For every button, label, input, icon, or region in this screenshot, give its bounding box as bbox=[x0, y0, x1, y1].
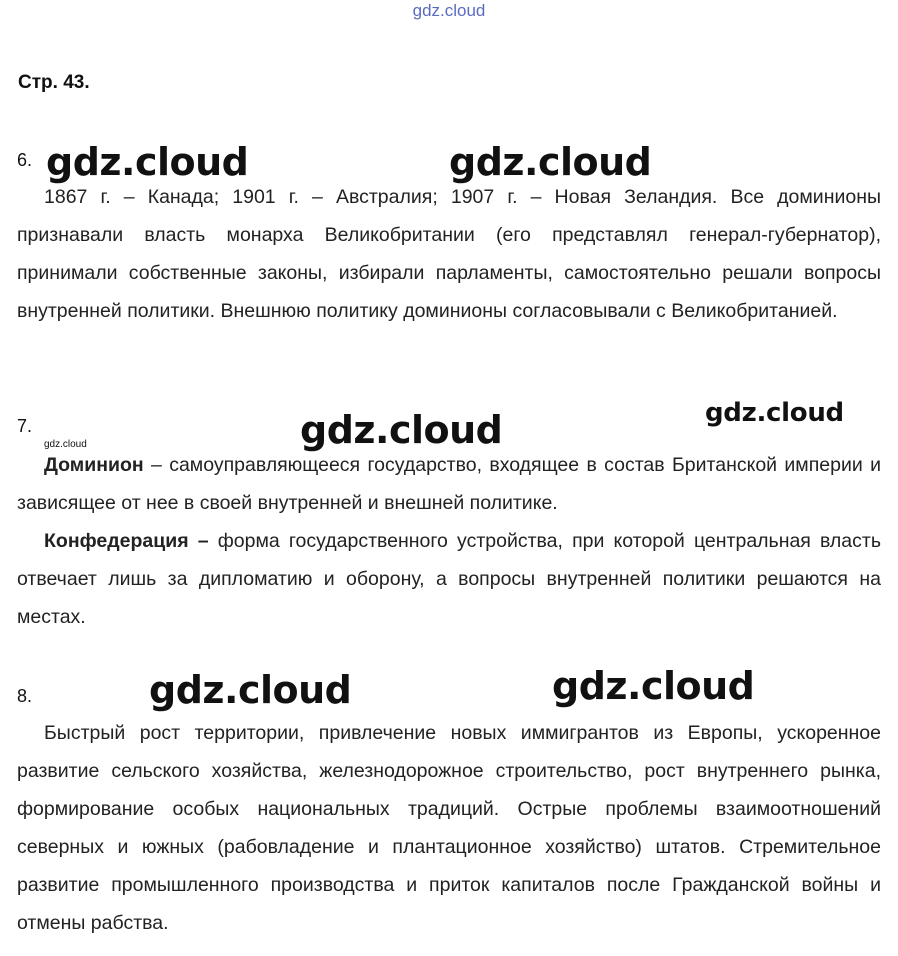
definition-confederation-text: форма государственного устройства, при которой центральная власть отвечает лишь за дипломатию и оборону, а вопросы внутренней политики решаются на местах. bbox=[17, 530, 881, 628]
term-dominion: Доминион bbox=[44, 454, 144, 476]
section-number-7: 7. bbox=[17, 416, 33, 436]
page-reference: Стр. 43. bbox=[18, 72, 90, 93]
watermark: gdz.cloud bbox=[300, 408, 503, 452]
section-number-6: 6. bbox=[17, 150, 33, 170]
watermark: gdz.cloud bbox=[552, 664, 755, 708]
definition-confederation bbox=[17, 522, 881, 636]
section-6-text bbox=[17, 178, 881, 330]
top-watermark: gdz.cloud bbox=[412, 1, 486, 20]
section-8-text bbox=[17, 714, 881, 942]
watermark-small: gdz.cloud bbox=[44, 439, 87, 450]
section-number-8: 8. bbox=[17, 686, 33, 706]
section-6-paragraph: 1867 г. – Канада; 1901 г. – Австралия; 1907 г. – Новая Зеландия. Все доминионы признавали власть монарха Великобритании (его представлял генерал-губернатор), принимали собственные законы, избирали парламенты, самостоятельно решали вопросы внутренней политики. Внешнюю политику доминионы согласовывали с Великобританией. bbox=[17, 186, 881, 322]
watermark: gdz.cloud bbox=[449, 140, 652, 184]
watermark: gdz.cloud bbox=[46, 140, 249, 184]
definition-dominion bbox=[17, 446, 881, 522]
section-7-text bbox=[17, 446, 881, 636]
section-8-paragraph: Быстрый рост территории, привлечение новых иммигрантов из Европы, ускоренное развитие сельского хозяйства, железнодорожное строительство, рост внутреннего рынка, формирование особых национальных традиций. Острые проблемы взаимоотношений северных и южных (рабовладение и плантационное хозяйство) штатов. Стремительное развитие промышленного производства и приток капиталов после Гражданской войны и отмены рабства. bbox=[17, 722, 881, 934]
watermark: gdz.cloud bbox=[149, 668, 352, 712]
watermark: gdz.cloud bbox=[705, 398, 844, 428]
definition-dominion-text: – самоуправляющееся государство, входящее в состав Британской империи и зависящее от нее в своей внутренней и внешней политике. bbox=[17, 454, 881, 514]
term-confederation: Конфедерация – bbox=[44, 530, 209, 552]
